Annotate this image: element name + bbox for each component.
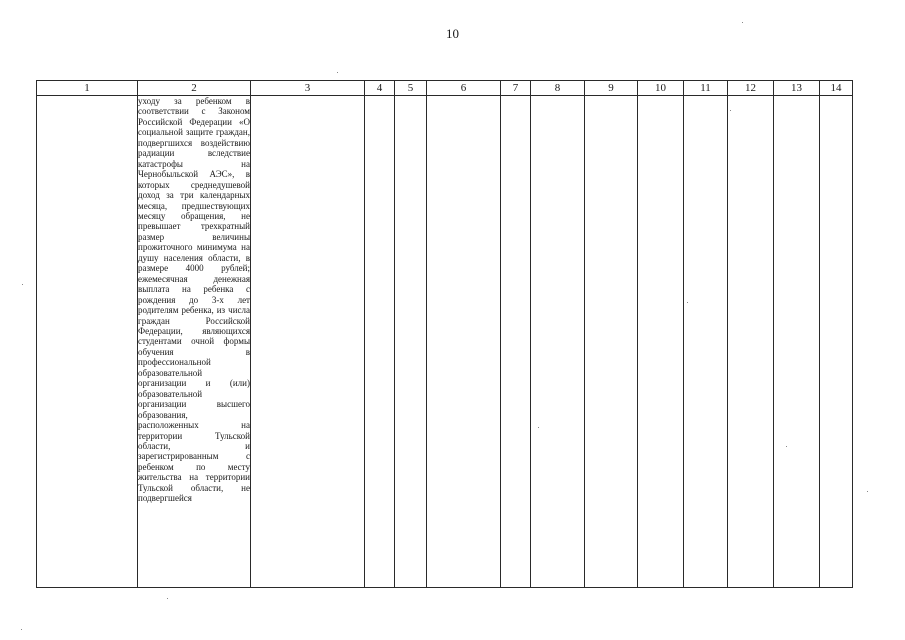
table-cell-col-11 xyxy=(684,96,728,588)
scan-speck xyxy=(786,446,787,447)
page-number: 10 xyxy=(446,26,459,41)
column-header-1: 1 xyxy=(37,81,138,96)
scan-speck xyxy=(22,284,23,285)
column-header-6: 6 xyxy=(427,81,501,96)
column-header-7: 7 xyxy=(501,81,531,96)
scan-speck xyxy=(867,491,868,492)
column-header-12: 12 xyxy=(728,81,774,96)
table-cell-col-12 xyxy=(728,96,774,588)
scan-speck xyxy=(21,629,22,630)
table-cell-col-14 xyxy=(820,96,853,588)
column-header-3: 3 xyxy=(251,81,365,96)
scan-speck xyxy=(167,598,168,599)
table-row xyxy=(37,96,853,588)
table-cell-col-5 xyxy=(395,96,427,588)
table-cell-col-1 xyxy=(37,96,138,588)
table-cell-col-13 xyxy=(774,96,820,588)
scan-speck xyxy=(337,72,338,73)
column-header-2: 2 xyxy=(138,81,251,96)
scan-speck xyxy=(538,427,539,428)
column-header-9: 9 xyxy=(585,81,638,96)
table-cell-col-2 xyxy=(138,96,251,588)
table-cell-col-9 xyxy=(585,96,638,588)
table-cell-col-3 xyxy=(251,96,365,588)
column-header-14: 14 xyxy=(820,81,853,96)
scan-speck xyxy=(730,110,731,111)
scan-speck xyxy=(687,302,688,303)
table-cell-col-7 xyxy=(501,96,531,588)
table-cell-col-6 xyxy=(427,96,501,588)
cell-text-description: уходу за ребенком в соответствии с Законом Российской Федерации «О социальной защите граждан, подвергшихся воздействию радиации вследствие катастрофы на Чернобыльской АЭС», в которых среднедушевой доход за три календарных месяца, предшествующих месяцу обращения, не превышает трехкратный размер величины прожиточного минимума на душу населения области, в размере 4000 рублей; ежемесячная денежная выплата на ребенка с рождения до 3-х лет родителям ребенка, из числа граждан Российской Федерации, являющихся студентами очной формы обучения в профессиональной образовательной организации и (или) образовательной организации высшего образования, расположенных на территории Тульской области, и зарегистрированным с ребенком по месту жительства на территории Тульской области, не подвергшейся xyxy=(138,96,250,504)
column-header-4: 4 xyxy=(365,81,395,96)
table-cell-col-4 xyxy=(365,96,395,588)
table-cell-col-8 xyxy=(531,96,585,588)
column-header-13: 13 xyxy=(774,81,820,96)
table-cell-col-10 xyxy=(638,96,684,588)
table-header-row xyxy=(37,81,853,96)
data-table xyxy=(36,80,853,588)
scan-speck xyxy=(742,22,743,23)
column-header-5: 5 xyxy=(395,81,427,96)
column-header-8: 8 xyxy=(531,81,585,96)
column-header-11: 11 xyxy=(684,81,728,96)
column-header-10: 10 xyxy=(638,81,684,96)
